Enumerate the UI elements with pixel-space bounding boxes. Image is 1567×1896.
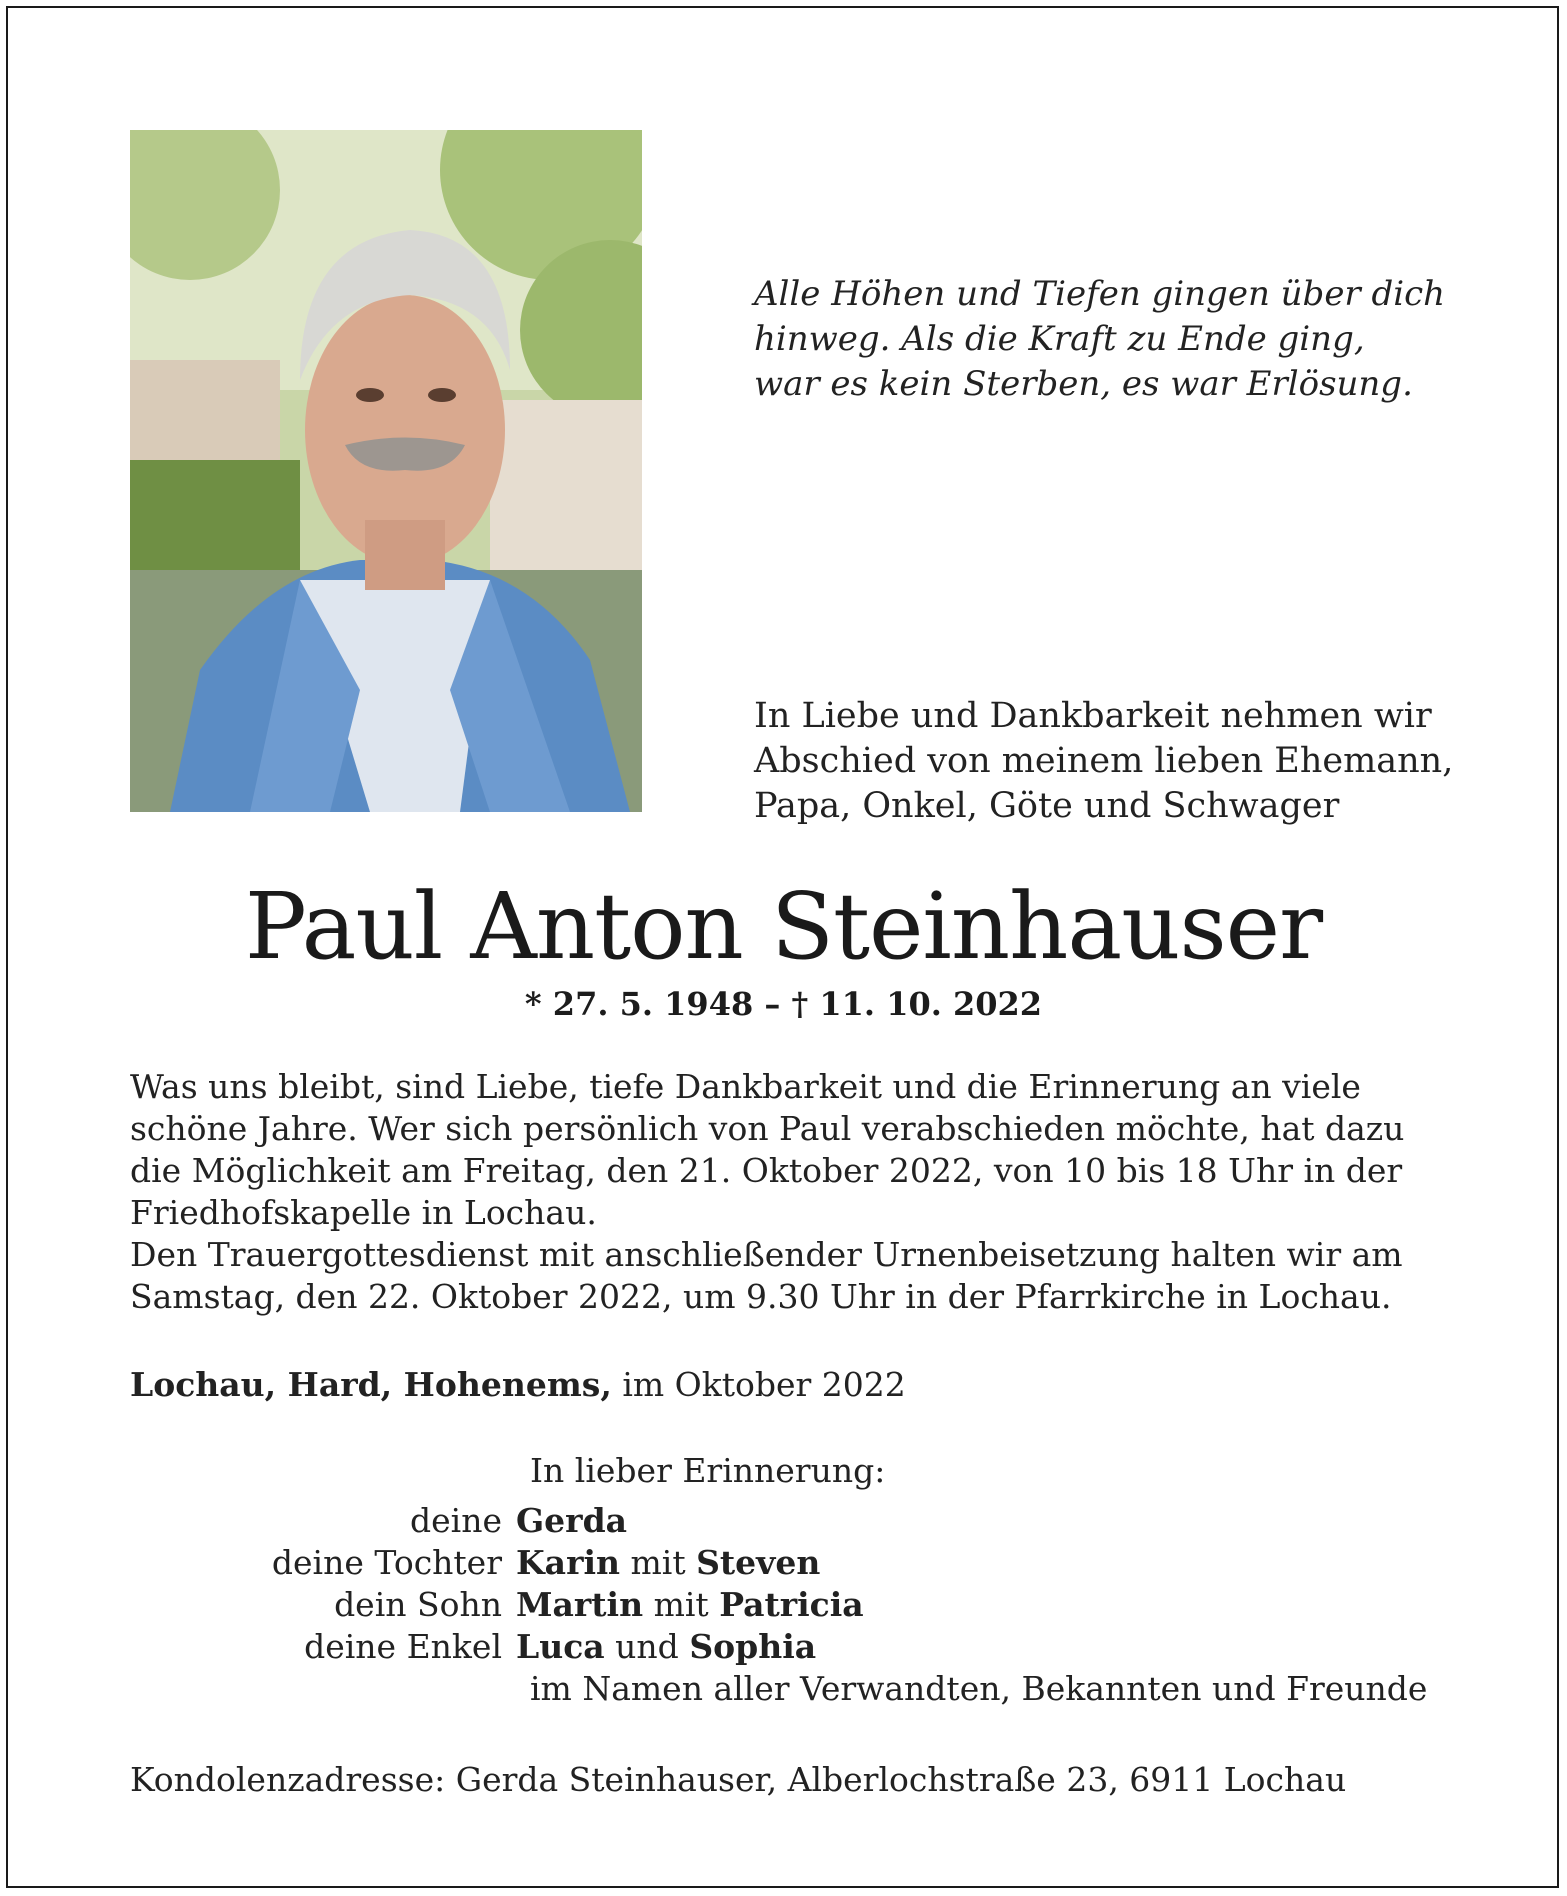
message-line: schöne Jahre. Wer sich persönlich von Paul verabschieden möchte, hat dazu: [130, 1109, 1405, 1148]
signer-partner-name: Patricia: [719, 1585, 864, 1624]
signer-row: [0, 1500, 1567, 1542]
portrait-photo: [130, 130, 642, 812]
signer-row: [0, 1542, 1567, 1584]
life-dates: * 27. 5. 1948 – † 11. 10. 2022: [524, 985, 1043, 1023]
closing-line: im Namen aller Verwandten, Bekannten und Freunde: [530, 1669, 1428, 1708]
intro-line: Abschied von meinem lieben Ehemann,: [754, 741, 1454, 781]
signer-name: Gerda: [516, 1501, 628, 1540]
signer-relation: deine Tochter: [271, 1543, 502, 1582]
signer-row: [0, 1626, 1567, 1668]
signer-joiner: mit: [653, 1585, 709, 1624]
message-line: Was uns bleibt, sind Liebe, tiefe Dankbarkeit und die Erinnerung an viele: [130, 1067, 1361, 1106]
signer-relation: dein Sohn: [334, 1585, 502, 1624]
funeral-message: [130, 1066, 1440, 1318]
signer-row: [0, 1584, 1567, 1626]
intro-line: Papa, Onkel, Göte und Schwager: [754, 786, 1340, 826]
message-line: die Möglichkeit am Freitag, den 21. Oktober 2022, von 10 bis 18 Uhr in der: [130, 1151, 1403, 1190]
signer-partner-name: Steven: [696, 1543, 821, 1582]
portrait-illustration: [130, 130, 642, 812]
signer-name: Karin: [516, 1543, 620, 1582]
condolence-address: Kondolenzadresse: Gerda Steinhauser, Alberlochstraße 23, 6911 Lochau: [130, 1760, 1347, 1799]
place-month: im Oktober 2022: [622, 1365, 906, 1404]
signer-joiner: mit: [630, 1543, 686, 1582]
motto-line: Alle Höhen und Tiefen gingen über dich: [754, 274, 1446, 314]
intro-line: In Liebe und Dankbarkeit nehmen wir: [754, 696, 1432, 736]
message-line: Den Trauergottesdienst mit anschließender Urnenbeisetzung halten wir am: [130, 1235, 1403, 1274]
place-towns: Lochau, Hard, Hohenems,: [130, 1365, 612, 1404]
place-and-date: [130, 1364, 906, 1406]
deceased-name: Paul Anton Steinhauser: [244, 873, 1323, 980]
message-line: Friedhofskapelle in Lochau.: [130, 1193, 597, 1232]
farewell-intro: [754, 694, 1514, 829]
signer-partner-name: Sophia: [689, 1627, 817, 1666]
signer-name: Luca: [516, 1627, 605, 1666]
signer-joiner: und: [615, 1627, 679, 1666]
message-line: Samstag, den 22. Oktober 2022, um 9.30 Uhr in der Pfarrkirche in Lochau.: [130, 1277, 1392, 1316]
signer-relation: deine: [410, 1501, 502, 1540]
motto-verse: [754, 272, 1514, 407]
signer-relation: deine Enkel: [304, 1627, 502, 1666]
signers-list: [0, 1500, 1567, 1710]
memory-heading: In lieber Erinnerung:: [530, 1451, 886, 1490]
signer-name: Martin: [516, 1585, 644, 1624]
motto-line: war es kein Sterben, es war Erlösung.: [754, 364, 1413, 404]
motto-line: hinweg. Als die Kraft zu Ende ging,: [754, 319, 1365, 359]
